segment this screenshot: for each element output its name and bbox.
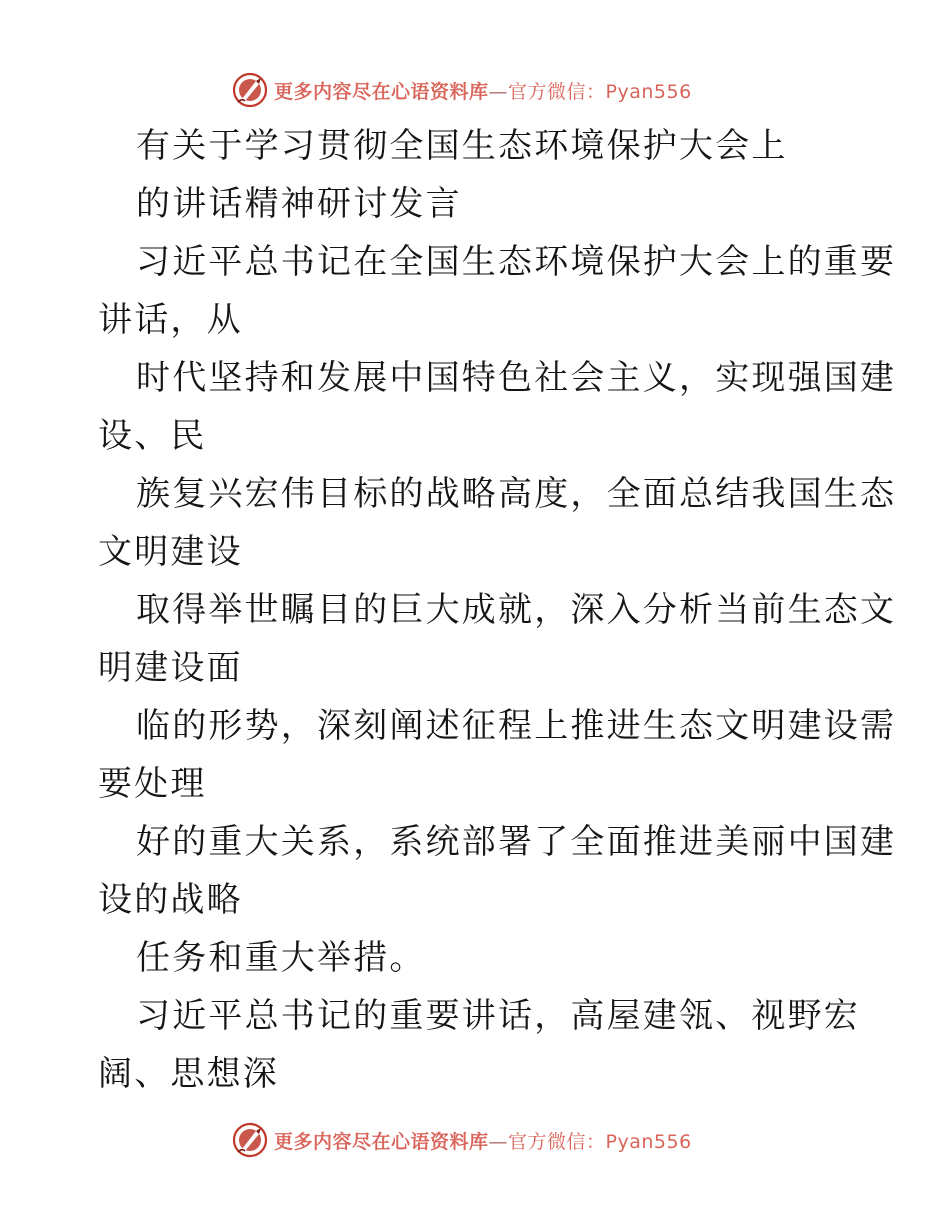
banner-dash: — [488, 80, 509, 103]
paragraph-line: 习近平总书记在全国生态环境保护大会上的重要 [136, 242, 897, 282]
banner-library-text: 更多内容尽在心语资料库 [274, 80, 489, 103]
banner-text [274, 1127, 692, 1154]
paragraph-line: 取得举世瞩目的巨大成就，深入分析当前生态文 [136, 590, 897, 630]
paragraph-line: 明建设面 [98, 648, 243, 688]
paragraph-line: 文明建设 [98, 532, 243, 572]
paragraph-line: 临的形势，深刻阐述征程上推进生态文明建设需 [136, 706, 897, 746]
paragraph-line: 讲话，从 [98, 300, 243, 340]
banner-wechat-text: 官方微信：Pyan556 [508, 80, 692, 103]
paragraph-line: 要处理 [98, 764, 207, 804]
title-line-2: 的讲话精神研讨发言 [136, 184, 462, 224]
banner-wechat-text: 官方微信：Pyan556 [508, 1130, 692, 1153]
paragraph-line: 任务和重大举措。 [136, 938, 426, 978]
banner-library-text: 更多内容尽在心语资料库 [274, 1130, 489, 1153]
banner-dash: — [488, 1130, 509, 1153]
banner-text [274, 77, 692, 104]
paragraph-line: 时代坚持和发展中国特色社会主义，实现强国建 [136, 358, 897, 398]
header-banner [232, 70, 692, 110]
paragraph-line: 设、民 [98, 416, 207, 456]
quill-pen-logo-icon [232, 72, 268, 108]
paragraph-line: 好的重大关系，系统部署了全面推进美丽中国建 [136, 822, 897, 862]
title-line-1: 有关于学习贯彻全国生态环境保护大会上 [136, 126, 788, 166]
footer-banner [232, 1120, 692, 1160]
paragraph-line: 阔、思想深 [98, 1054, 279, 1094]
paragraph-line: 设的战略 [98, 880, 243, 920]
quill-pen-logo-icon [232, 1122, 268, 1158]
paragraph-line: 习近平总书记的重要讲话，高屋建瓴、视野宏 [136, 996, 860, 1036]
paragraph-line: 族复兴宏伟目标的战略高度，全面总结我国生态 [136, 474, 897, 514]
